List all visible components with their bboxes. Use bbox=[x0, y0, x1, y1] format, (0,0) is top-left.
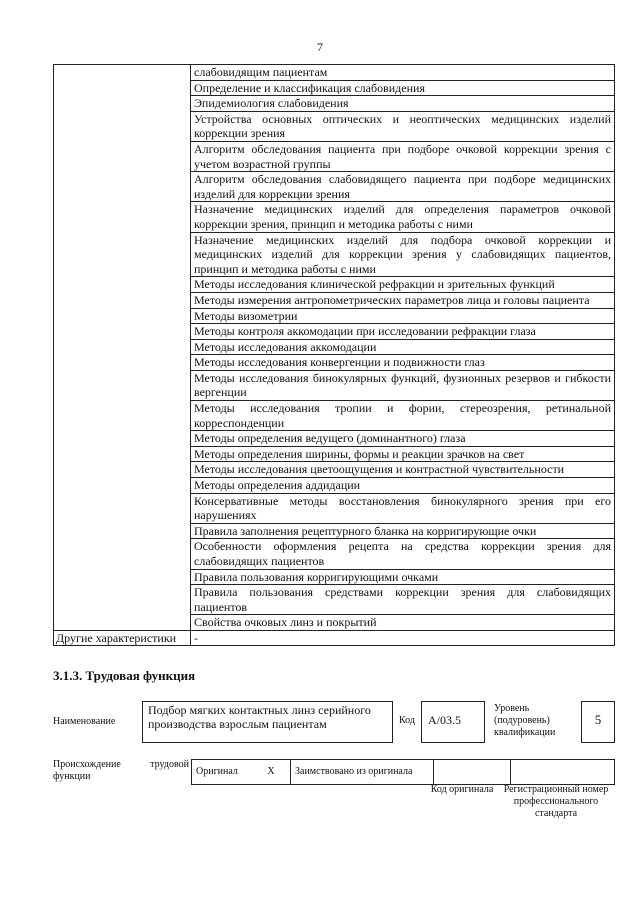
qualification-level-box bbox=[581, 701, 615, 743]
knowledge-item: Методы определения ширины, формы и реакции зрачков на свет bbox=[191, 446, 615, 462]
knowledge-table bbox=[53, 64, 615, 646]
knowledge-label-cell bbox=[54, 65, 191, 631]
section-heading: 3.1.3. Трудовая функция bbox=[53, 668, 196, 683]
reg-number-caption: Регистрационный номер профессионального стандарта bbox=[503, 784, 609, 819]
other-characteristics-label: Другие характеристики bbox=[54, 630, 191, 645]
page-number: 7 bbox=[317, 40, 323, 54]
original-label: Оригинал bbox=[192, 760, 253, 785]
knowledge-item: Методы исследования аккомодации bbox=[191, 339, 615, 355]
knowledge-item: Алгоритм обследования пациента при подборе очковой коррекции зрения с учетом возрастной группы bbox=[191, 141, 615, 171]
knowledge-item: Правила пользования средствами коррекции зрения для слабовидящих пациентов bbox=[191, 585, 615, 615]
original-mark: X bbox=[252, 760, 291, 785]
borrowed-label: Заимствовано из оригинала bbox=[291, 760, 434, 785]
code-value: A/03.5 bbox=[428, 713, 461, 727]
knowledge-item: Свойства очковых линз и покрытий bbox=[191, 615, 615, 631]
knowledge-item: Особенности оформления рецепта на средства коррекции зрения для слабовидящих пациентов bbox=[191, 539, 615, 569]
knowledge-item: Консервативные методы восстановления бинокулярного зрения при его нарушениях bbox=[191, 493, 615, 523]
knowledge-item: Методы исследования бинокулярных функций, фузионных резервов и гибкости вергенции bbox=[191, 370, 615, 400]
origin-row bbox=[192, 760, 615, 785]
knowledge-item: Алгоритм обследования слабовидящего пациента при подборе медицинских изделий для коррекции зрения bbox=[191, 172, 615, 202]
reg-number-cell bbox=[511, 760, 615, 785]
knowledge-item: Устройства основных оптических и неоптических медицинских изделий коррекции зрения bbox=[191, 111, 615, 141]
other-characteristics-row bbox=[54, 630, 615, 645]
knowledge-item: Эпидемиология слабовидения bbox=[191, 96, 615, 112]
knowledge-item: Методы измерения антропометрических параметров лица и головы пациента bbox=[191, 292, 615, 308]
knowledge-item: Определение и классификация слабовидения bbox=[191, 80, 615, 96]
other-characteristics-value: - bbox=[191, 630, 615, 645]
knowledge-item: Методы исследования клинической рефракции и зрительных функций bbox=[191, 277, 615, 293]
knowledge-table-body bbox=[54, 65, 615, 646]
knowledge-item: Методы контроля аккомодации при исследовании рефракции глаза bbox=[191, 324, 615, 340]
knowledge-item: Методы исследования цветоощущения и контрастной чувствительности bbox=[191, 462, 615, 478]
function-name-label: Наименование bbox=[53, 716, 116, 727]
origin-table bbox=[191, 759, 615, 785]
knowledge-item: слабовидящим пациентам bbox=[191, 65, 615, 81]
knowledge-item: Методы определения аддидации bbox=[191, 478, 615, 494]
qualification-level-label: Уровень (подуровень) квалификации bbox=[494, 703, 556, 738]
origin-label: Происхождение трудовой функции bbox=[53, 759, 189, 782]
code-box bbox=[421, 701, 485, 743]
knowledge-item: Правила пользования корригирующими очками bbox=[191, 569, 615, 585]
knowledge-item: Методы исследования тропии и фории, стереозрения, ретинальной корреспонденции bbox=[191, 401, 615, 431]
knowledge-item: Методы исследования конвергенции и подвижности глаз bbox=[191, 355, 615, 371]
code-label: Код bbox=[399, 715, 415, 726]
knowledge-item: Методы определения ведущего (доминантного) глаза bbox=[191, 431, 615, 447]
knowledge-row bbox=[54, 65, 615, 81]
knowledge-item: Назначение медицинских изделий для определения параметров очковой коррекции зрения, принцип и методика работы с ними bbox=[191, 202, 615, 232]
origin-code-cell bbox=[434, 760, 511, 785]
knowledge-item: Правила заполнения рецептурного бланка на корригирующие очки bbox=[191, 523, 615, 539]
origin-code-caption: Код оригинала bbox=[430, 784, 494, 795]
knowledge-item: Назначение медицинских изделий для подбора очковой коррекции и медицинских изделий для коррекции зрения у слабовидящих пациентов, принцип и методика работы с ними bbox=[191, 232, 615, 277]
knowledge-item: Методы визометрии bbox=[191, 308, 615, 324]
function-name-box bbox=[142, 701, 393, 743]
function-name-value: Подбор мягких контактных линз серийного производства взрослым пациентам bbox=[148, 703, 371, 731]
qualification-level-value: 5 bbox=[594, 712, 602, 727]
